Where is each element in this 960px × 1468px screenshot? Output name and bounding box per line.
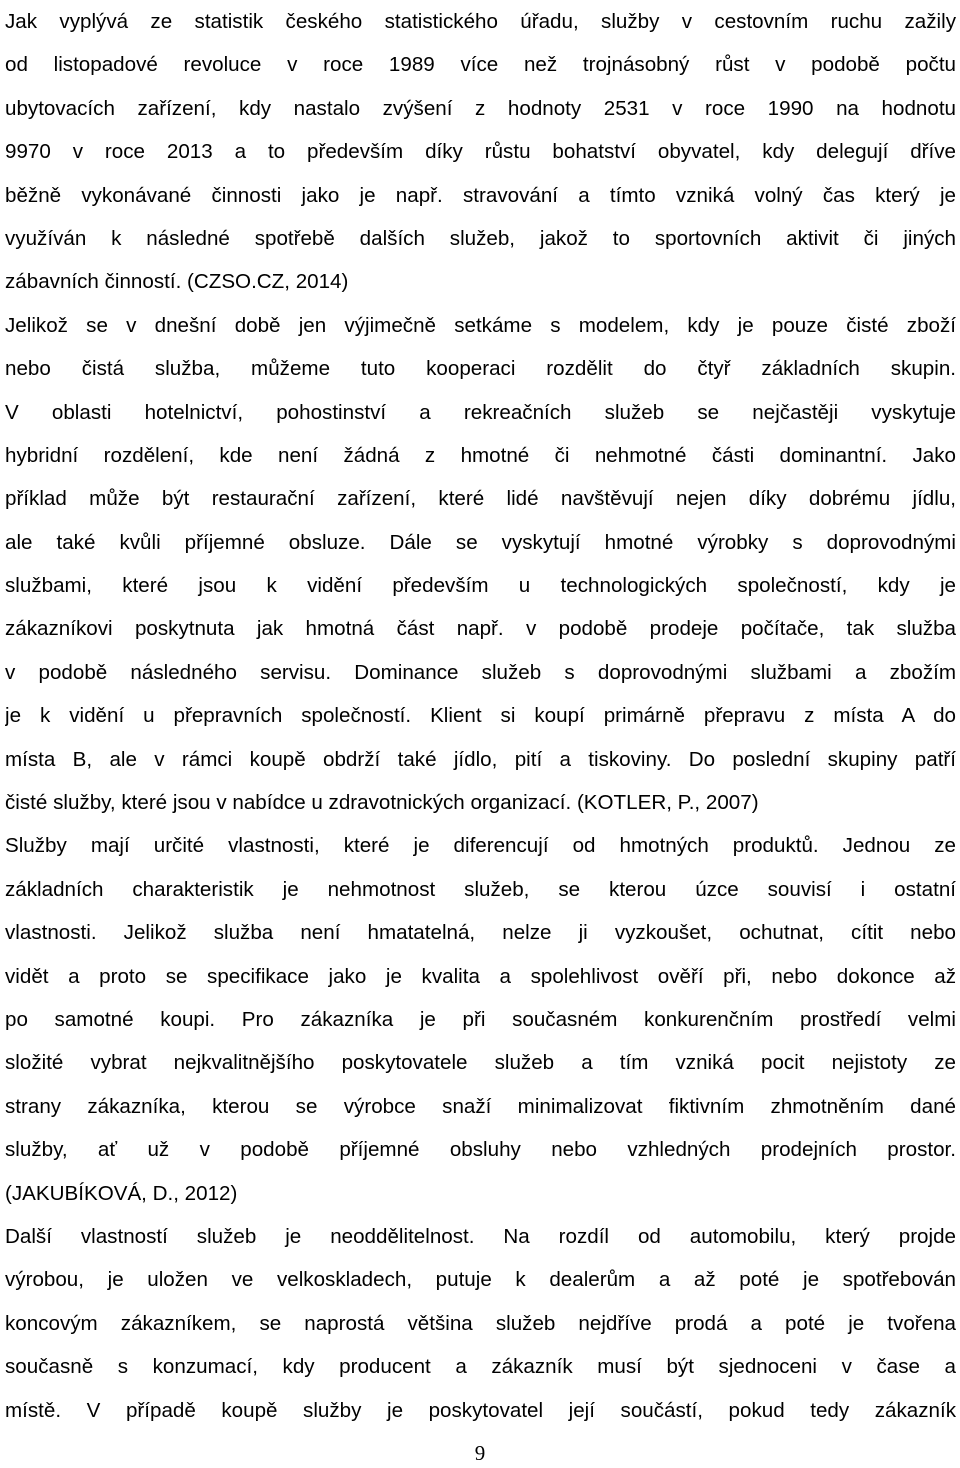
body-text (5, 0, 956, 1432)
text-line: hybridní rozdělení, kde není žádná z hmotné či nehmotné části dominantní. Jako (5, 443, 956, 467)
text-line: Další vlastností služeb je neoddělitelnost. Na rozdíl od automobilu, který projde (5, 1224, 956, 1248)
text-line: složité vybrat nejkvalitnějšího poskytovatele služeb a tím vzniká pocit nejistoty ze (5, 1051, 956, 1075)
text-line: 9970 v roce 2013 a to především díky růstu bohatství obyvatel, kdy delegují dříve (5, 140, 956, 164)
text-line: od listopadové revoluce v roce 1989 více než trojnásobný růst v podobě počtu (5, 53, 956, 77)
text-line: v podobě následného servisu. Dominance služeb s doprovodnými službami a zbožím (5, 660, 956, 684)
text-line: Jelikož se v dnešní době jen výjimečně setkáme s modelem, kdy je pouze čisté zboží (5, 313, 956, 337)
text-line: Jak vyplývá ze statistik českého statistického úřadu, služby v cestovním ruchu zažily (5, 10, 956, 33)
text-line: běžně vykonávané činnosti jako je např. stravování a tímto vzniká volný čas který je (5, 183, 956, 207)
text-line: vlastnosti. Jelikož služba není hmatatelná, nelze ji vyzkoušet, ochutnat, cítit nebo (5, 921, 956, 945)
text-line: současně s konzumací, kdy producent a zákazník musí být sjednoceni v čase a (5, 1355, 956, 1379)
text-line: výrobou, je uložen ve velkoskladech, putuje k dealerům a až poté je spotřebován (5, 1268, 956, 1292)
text-line: zábavních činností. (CZSO.CZ, 2014) (5, 270, 349, 294)
text-line: Služby mají určité vlastnosti, které je diferencují od hmotných produktů. Jednou ze (5, 834, 956, 858)
text-line: ubytovacích zařízení, kdy nastalo zvýšení z hodnoty 2531 v roce 1990 na hodnotu (5, 96, 956, 120)
text-line: strany zákazníka, kterou se výrobce snaží minimalizovat fiktivním zhmotněním dané (5, 1094, 956, 1118)
text-line: nebo čistá služba, můžeme tuto kooperaci rozdělit do čtyř základních skupin. (5, 357, 956, 381)
text-line: místa B, ale v rámci koupě obdrží také jídlo, pití a tiskoviny. Do poslední skupiny patří (5, 747, 956, 771)
text-line: vidět a proto se specifikace jako je kvalita a spolehlivost ověří při, nebo dokonce až (5, 964, 956, 988)
text-line: základních charakteristik je nehmotnost služeb, se kterou úzce souvisí i ostatní (5, 877, 956, 901)
text-line: využíván k následné spotřebě dalších služeb, jakož to sportovních aktivit či jiných (5, 226, 956, 250)
text-line: koncovým zákazníkem, se naprostá většina služeb nejdříve prodá a poté je tvořena (5, 1311, 956, 1335)
text-line: (JAKUBÍKOVÁ, D., 2012) (5, 1181, 238, 1205)
text-line: V oblasti hotelnictví, pohostinství a rekreačních služeb se nejčastěji vyskytuje (5, 400, 956, 424)
text-line: ale také kvůli příjemné obsluze. Dále se vyskytují hmotné výrobky s doprovodnými (5, 530, 956, 554)
page-number: 9 (474, 1441, 486, 1465)
text-line: služby, ať už v podobě příjemné obsluhy nebo vzhledných prodejních prostor. (5, 1138, 956, 1162)
text-line: čisté služby, které jsou v nabídce u zdravotnických organizací. (KOTLER, P., 2007) (5, 791, 759, 815)
text-line: příklad může být restaurační zařízení, které lidé navštěvují nejen díky dobrému jídlu, (5, 487, 956, 511)
text-line: po samotné koupi. Pro zákazníka je při současném konkurenčním prostředí velmi (5, 1007, 956, 1031)
text-line: službami, které jsou k vidění především u technologických společností, kdy je (5, 574, 956, 598)
text-line: je k vidění u přepravních společností. Klient si koupí primárně přepravu z místa A do (5, 704, 956, 728)
text-line: zákazníkovi poskytnuta jak hmotná část např. v podobě prodeje počítače, tak služba (5, 617, 956, 641)
text-line: místě. V případě koupě služby je poskytovatel její součástí, pokud tedy zákazník (5, 1398, 956, 1422)
